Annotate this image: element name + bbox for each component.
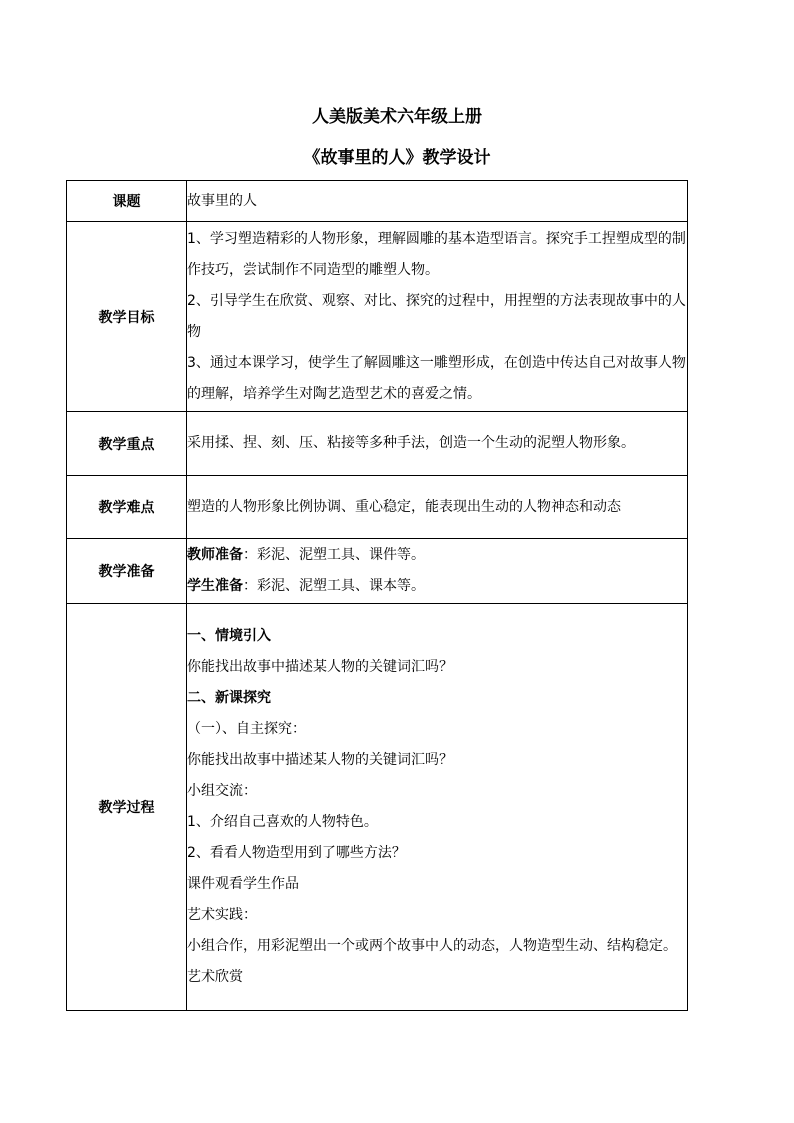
lesson-plan-table: [66, 180, 688, 1011]
label-preparation: 教学准备: [67, 539, 187, 604]
process-line: 小组交流：: [187, 783, 257, 799]
value-key-points: [187, 412, 688, 476]
goal-item: 3、通过本课学习，使学生了解圆雕这一雕塑形成，在创造中传达自己对故事人物的理解，培养学生对陶艺造型艺术的喜爱之情。: [187, 354, 686, 402]
goal-item: 1、学习塑造精彩的人物形象，理解圆雕的基本造型语言。探究手工捏塑成型的制作技巧，尝试制作不同造型的雕塑人物。: [187, 230, 686, 278]
process-line: 1、介绍自己喜欢的人物特色。: [187, 814, 378, 830]
teacher-preparation-value: ：彩泥、泥塑工具、课件等。: [243, 547, 425, 563]
process-line: 你能找出故事中描述某人物的关键词汇吗？: [187, 659, 453, 675]
row-key-points: [67, 412, 688, 476]
label-topic: 课题: [67, 181, 187, 222]
label-difficulties: 教学难点: [67, 476, 187, 539]
value-process: [187, 604, 688, 1011]
process-heading: 二、新课探究: [187, 690, 271, 706]
process-line: 艺术欣赏: [187, 969, 243, 985]
goal-item: 2、引导学生在欣赏、观察、对比、探究的过程中，用捏塑的方法表现故事中的人物: [187, 292, 686, 340]
process-heading: 一、情境引入: [187, 628, 271, 644]
key-points-text: 采用揉、捏、刻、压、粘接等多种手法，创造一个生动的泥塑人物形象。: [187, 435, 635, 451]
value-difficulties: [187, 476, 688, 539]
label-goals: 教学目标: [67, 222, 187, 412]
row-process: [67, 604, 688, 1011]
student-preparation: [187, 571, 687, 602]
student-preparation-value: ：彩泥、泥塑工具、课本等。: [243, 578, 425, 594]
teacher-preparation-label: 教师准备: [187, 547, 243, 563]
process-line: 课件观看学生作品: [187, 876, 299, 892]
row-preparation: [67, 539, 688, 604]
row-difficulties: [67, 476, 688, 539]
row-goals: [67, 222, 688, 412]
process-line: 2、看看人物造型用到了哪些方法？: [187, 845, 406, 861]
difficulties-text: 塑造的人物形象比例协调、重心稳定，能表现出生动的人物神态和动态: [187, 498, 621, 515]
value-topic: [187, 181, 688, 222]
process-line: （一）、自主探究：: [187, 721, 306, 737]
process-line: 你能找出故事中描述某人物的关键词汇吗？: [187, 752, 453, 768]
topic-text: 故事里的人: [187, 192, 257, 209]
process-line: 艺术实践：: [187, 907, 257, 923]
document-subtitle: 《故事里的人》教学设计: [303, 148, 491, 168]
teacher-preparation: [187, 540, 687, 571]
row-topic: [67, 181, 688, 222]
value-goals: [187, 222, 688, 412]
value-preparation: [187, 539, 688, 604]
label-key-points: 教学重点: [67, 412, 187, 476]
process-line: 小组合作，用彩泥塑出一个或两个故事中人的动态，人物造型生动、结构稳定。: [187, 938, 677, 954]
label-process: 教学过程: [67, 604, 187, 1011]
student-preparation-label: 学生准备: [187, 578, 243, 594]
document-title: 人美版美术六年级上册: [312, 107, 482, 127]
